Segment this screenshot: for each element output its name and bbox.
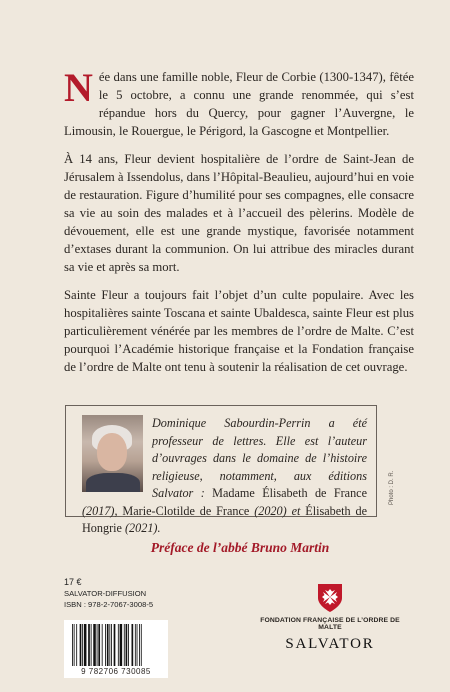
- book-year-1: (2017),: [82, 503, 118, 518]
- book-title-2: Marie-Clotilde de France: [117, 503, 255, 518]
- drop-cap: N: [64, 65, 93, 110]
- book-year-3: (2021).: [121, 521, 161, 535]
- barcode: [64, 620, 168, 678]
- foundation-name: FONDATION FRANÇAISE DE L’ORDRE DE MALTE: [260, 617, 400, 631]
- photo-credit: Photo : D. R.: [389, 470, 395, 505]
- paragraph-1-text: ée dans une famille noble, Fleur de Corbie (1300-1347), fêtée le 5 octobre, a connu une grande renommée, qui s’est répandue hors du Quercy, pour gagner l’Auvergne, le Limousin, le Rouergue, le Périgord, la Gascogne et Montpellier.: [64, 70, 414, 138]
- paragraph-3: Sainte Fleur a toujours fait l’objet d’un culte populaire. Avec les hospitalières sainte Toscana et sainte Ubaldesca, sainte Fleur est plus particulièrement vénérée par les membres de l’ordre de Malte. C’est pourquoi l’Académie historique française et la Fondation française de l’ordre de Malte ont tenu à soutenir la réalisation de cet ouvrage.: [64, 288, 414, 374]
- author-box: [65, 405, 377, 535]
- barcode-digits: 9 782706 730085: [81, 667, 151, 676]
- maltese-cross-shield-icon: [317, 583, 343, 613]
- foundation-block: [250, 583, 410, 653]
- publication-info: [64, 577, 153, 610]
- bio-connector: et: [286, 503, 306, 518]
- paragraph-1: [64, 65, 414, 140]
- price: 17 €: [64, 577, 82, 587]
- barcode-bars: [70, 624, 162, 666]
- book-title-1: Madame Élisabeth de France: [212, 486, 367, 500]
- publisher-logo: SALVATOR: [285, 636, 375, 652]
- author-photo: [82, 415, 143, 492]
- paragraph-2: À 14 ans, Fleur devient hospitalière de l’ordre de Saint-Jean de Jérusalem à Issendolus, dans l’Hôpital-Beaulieu, aujourd’hui en voie de restauration. Figure d’humilité pour ses compagnes, elle consacre sa vie au soin des malades et à l’accueil des pèlerins. Modèle de dévouement, elle est une grande mystique, favorisée notamment d’extases durant la communion. On lui attribue des miracles durant sa vie et après sa mort.: [64, 152, 414, 274]
- book-year-2: (2020): [254, 503, 287, 518]
- author-bio-text: a été professeur de lettres. Elle est l’auteur d’ouvrages dans le domaine de l’histoire religieuse, notamment, aux éditions Salvator :: [152, 416, 367, 500]
- isbn: ISBN : 978-2-7067-3008-5: [64, 600, 154, 609]
- preface-line: Préface de l’abbé Bruno Martin: [150, 540, 330, 555]
- blurb-text: [64, 65, 414, 386]
- distributor: SALVATOR-DIFFUSION: [64, 589, 147, 598]
- author-name: Dominique Sabourdin-Perrin: [152, 416, 311, 430]
- book-title-3: Élisabeth de Hongrie: [82, 503, 368, 535]
